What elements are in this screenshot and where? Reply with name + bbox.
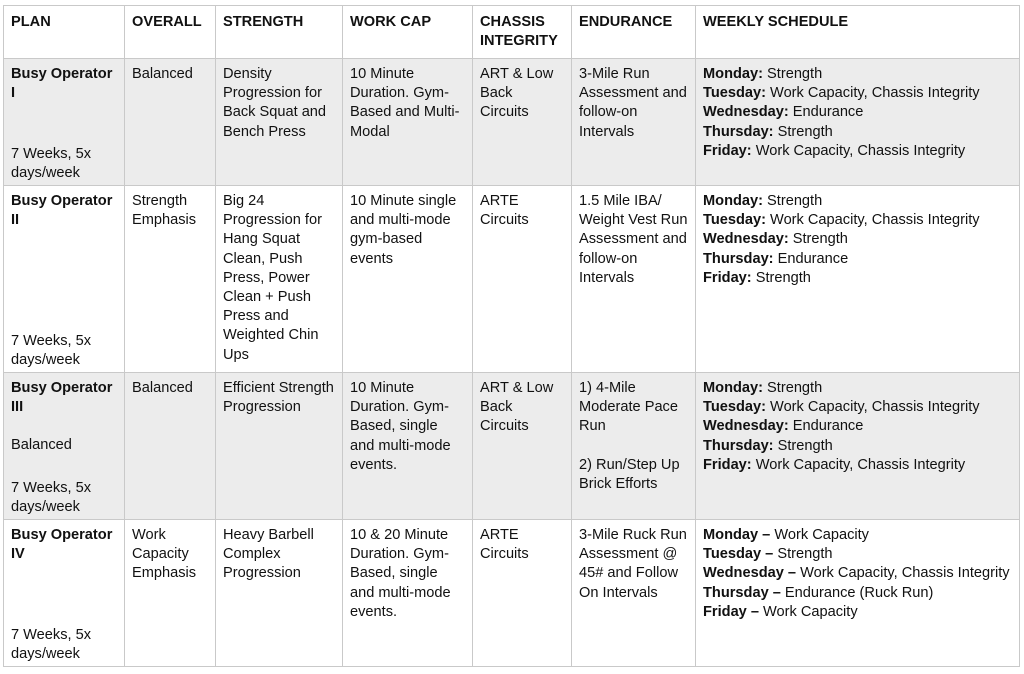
plan-cell: [4, 520, 125, 667]
schedule-entry: [703, 269, 1012, 288]
schedule-task: Strength: [773, 546, 833, 563]
weekly-schedule-cell: [696, 520, 1020, 667]
table-row: [4, 520, 1020, 667]
table-row: [4, 59, 1020, 186]
schedule-day: Monday –: [703, 527, 771, 543]
schedule-day: Friday:: [703, 456, 752, 473]
endurance-cell: [572, 373, 696, 520]
header-plan: PLAN: [4, 6, 125, 59]
plan-cell: [4, 186, 125, 373]
plan-subtitle: Balanced: [11, 437, 72, 454]
endurance-cell: [572, 520, 696, 667]
schedule-task: Work Capacity, Chassis Integrity: [766, 85, 980, 102]
work-cap-cell-text: 10 & 20 Minute Duration. Gym-Based, single and multi-mode events.: [350, 527, 451, 620]
overall-cell-text: Work Capacity Emphasis: [132, 527, 197, 582]
schedule-entry: [703, 456, 1012, 475]
work-cap-cell: [343, 373, 473, 520]
strength-cell-text: Efficient Strength Progression: [223, 380, 334, 416]
schedule-entry: [703, 123, 1012, 142]
endurance-cell-text: 3-Mile Ruck Run Assessment @ 45# and Follow On Intervals: [579, 527, 687, 601]
work-cap-cell-text: 10 Minute Duration. Gym-Based and Multi-Modal: [350, 66, 460, 140]
schedule-entry: [703, 192, 1012, 211]
schedule-task: Endurance (Ruck Run): [780, 584, 934, 601]
overall-cell: [125, 520, 216, 667]
overall-cell-text: Balanced: [132, 380, 193, 396]
strength-cell-text: Big 24 Progression for Hang Squat Clean, Push Press, Power Clean + Push Press and Weighted Chin Ups: [223, 193, 322, 363]
schedule-task: Endurance: [788, 418, 864, 435]
weekly-schedule-cell: [696, 186, 1020, 373]
schedule-entry: [703, 65, 1012, 84]
schedule-entry: [703, 142, 1012, 161]
header-row: [4, 6, 1020, 59]
schedule-day: Tuesday:: [703, 212, 766, 229]
schedule-day: Wednesday –: [703, 565, 797, 582]
strength-cell-text: Density Progression for Back Squat and Bench Press: [223, 66, 327, 140]
header-overall: OVERALL: [125, 6, 216, 59]
schedule-entry: [703, 584, 1012, 603]
endurance-cell-text: 1.5 Mile IBA/ Weight Vest Run Assessment and follow-on Intervals: [579, 193, 688, 286]
schedule-day: Monday:: [703, 380, 763, 396]
plan-cell: [4, 373, 125, 520]
header-strength: STRENGTH: [216, 6, 343, 59]
chassis-integrity-cell-text: ART & Low Back Circuits: [480, 380, 554, 435]
chassis-integrity-cell: [473, 373, 572, 520]
work-cap-cell: [343, 520, 473, 667]
header-work-cap: WORK CAP: [343, 6, 473, 59]
schedule-task: Strength: [751, 269, 811, 286]
schedule-entry: [703, 84, 1012, 103]
schedule-day: Wednesday:: [703, 231, 789, 248]
header-endurance: ENDURANCE: [572, 6, 696, 59]
schedule-task: Strength: [763, 66, 823, 82]
schedule-day: Thursday:: [703, 123, 774, 140]
endurance-cell-text: 1) 4-Mile Moderate Pace Run 2) Run/Step Up Brick Efforts: [579, 380, 680, 493]
schedule-day: Thursday –: [703, 584, 781, 601]
strength-cell: [216, 520, 343, 667]
schedule-day: Wednesday:: [703, 418, 789, 435]
work-cap-cell: [343, 59, 473, 186]
chassis-integrity-cell: [473, 59, 572, 186]
schedule-day: Thursday:: [703, 250, 774, 267]
schedule-entry: [703, 545, 1012, 564]
strength-cell: [216, 186, 343, 373]
schedule-day: Friday:: [703, 269, 752, 286]
schedule-entry: [703, 603, 1012, 622]
plan-duration: 7 Weeks, 5x days/week: [11, 332, 92, 368]
schedule-day: Friday –: [703, 603, 759, 620]
table-row: [4, 373, 1020, 520]
weekly-schedule-cell: [696, 373, 1020, 520]
overall-cell: [125, 59, 216, 186]
schedule-entry: [703, 230, 1012, 249]
plan-name: Busy Operator IV: [11, 527, 113, 563]
schedule-task: Work Capacity, Chassis Integrity: [751, 456, 966, 473]
schedule-task: Work Capacity, Chassis Integrity: [766, 399, 980, 416]
work-cap-cell-text: 10 Minute Duration. Gym-Based, single and multi-mode events.: [350, 380, 451, 473]
work-cap-cell: [343, 186, 473, 373]
schedule-day: Tuesday –: [703, 546, 774, 563]
strength-cell: [216, 373, 343, 520]
overall-cell-text: Balanced: [132, 66, 193, 82]
schedule-task: Strength: [773, 123, 833, 140]
schedule-task: Work Capacity: [758, 603, 858, 620]
strength-cell: [216, 59, 343, 186]
schedule-task: Work Capacity, Chassis Integrity: [796, 565, 1010, 582]
plan-duration: 7 Weeks, 5x days/week: [11, 145, 92, 181]
header-chassis-integrity: CHASSIS INTEGRITY: [473, 6, 572, 59]
schedule-entry: [703, 564, 1012, 583]
header-weekly-schedule: WEEKLY SCHEDULE: [696, 6, 1020, 59]
plan-name: Busy Operator III: [11, 380, 113, 416]
plan-name: Busy Operator I: [11, 66, 113, 102]
schedule-entry: [703, 211, 1012, 230]
schedule-entry: [703, 250, 1012, 269]
schedule-day: Tuesday:: [703, 399, 766, 416]
table-row: [4, 186, 1020, 373]
schedule-task: Work Capacity: [770, 527, 869, 543]
overall-cell-text: Strength Emphasis: [132, 193, 197, 229]
schedule-day: Monday:: [703, 66, 763, 82]
endurance-cell-text: 3-Mile Run Assessment and follow-on Intervals: [579, 66, 687, 140]
schedule-day: Friday:: [703, 142, 752, 159]
schedule-task: Work Capacity, Chassis Integrity: [766, 212, 980, 229]
plan-duration: 7 Weeks, 5x days/week: [11, 626, 92, 662]
plan-duration: 7 Weeks, 5x days/week: [11, 479, 92, 515]
endurance-cell: [572, 59, 696, 186]
schedule-day: Thursday:: [703, 437, 774, 454]
schedule-entry: [703, 526, 1012, 545]
schedule-task: Strength: [763, 380, 823, 396]
schedule-task: Strength: [773, 437, 833, 454]
chassis-integrity-cell: [473, 520, 572, 667]
overall-cell: [125, 186, 216, 373]
schedule-task: Endurance: [773, 250, 849, 267]
overall-cell: [125, 373, 216, 520]
plan-name: Busy Operator II: [11, 193, 113, 229]
schedule-entry: [703, 379, 1012, 398]
schedule-day: Monday:: [703, 193, 763, 209]
schedule-task: Strength: [763, 193, 823, 209]
chassis-integrity-cell-text: ARTE Circuits: [480, 527, 529, 563]
schedule-entry: [703, 398, 1012, 417]
training-plans-table: [3, 5, 1020, 667]
schedule-entry: [703, 103, 1012, 122]
strength-cell-text: Heavy Barbell Complex Progression: [223, 527, 314, 582]
chassis-integrity-cell: [473, 186, 572, 373]
schedule-entry: [703, 417, 1012, 436]
schedule-task: Endurance: [788, 104, 864, 121]
schedule-task: Strength: [788, 231, 848, 248]
endurance-cell: [572, 186, 696, 373]
chassis-integrity-cell-text: ART & Low Back Circuits: [480, 66, 554, 121]
schedule-entry: [703, 437, 1012, 456]
work-cap-cell-text: 10 Minute single and multi-mode gym-based events: [350, 193, 457, 267]
chassis-integrity-cell-text: ARTE Circuits: [480, 193, 529, 229]
schedule-day: Tuesday:: [703, 85, 766, 102]
plan-cell: [4, 59, 125, 186]
schedule-task: Work Capacity, Chassis Integrity: [751, 142, 966, 159]
weekly-schedule-cell: [696, 59, 1020, 186]
schedule-day: Wednesday:: [703, 104, 789, 121]
